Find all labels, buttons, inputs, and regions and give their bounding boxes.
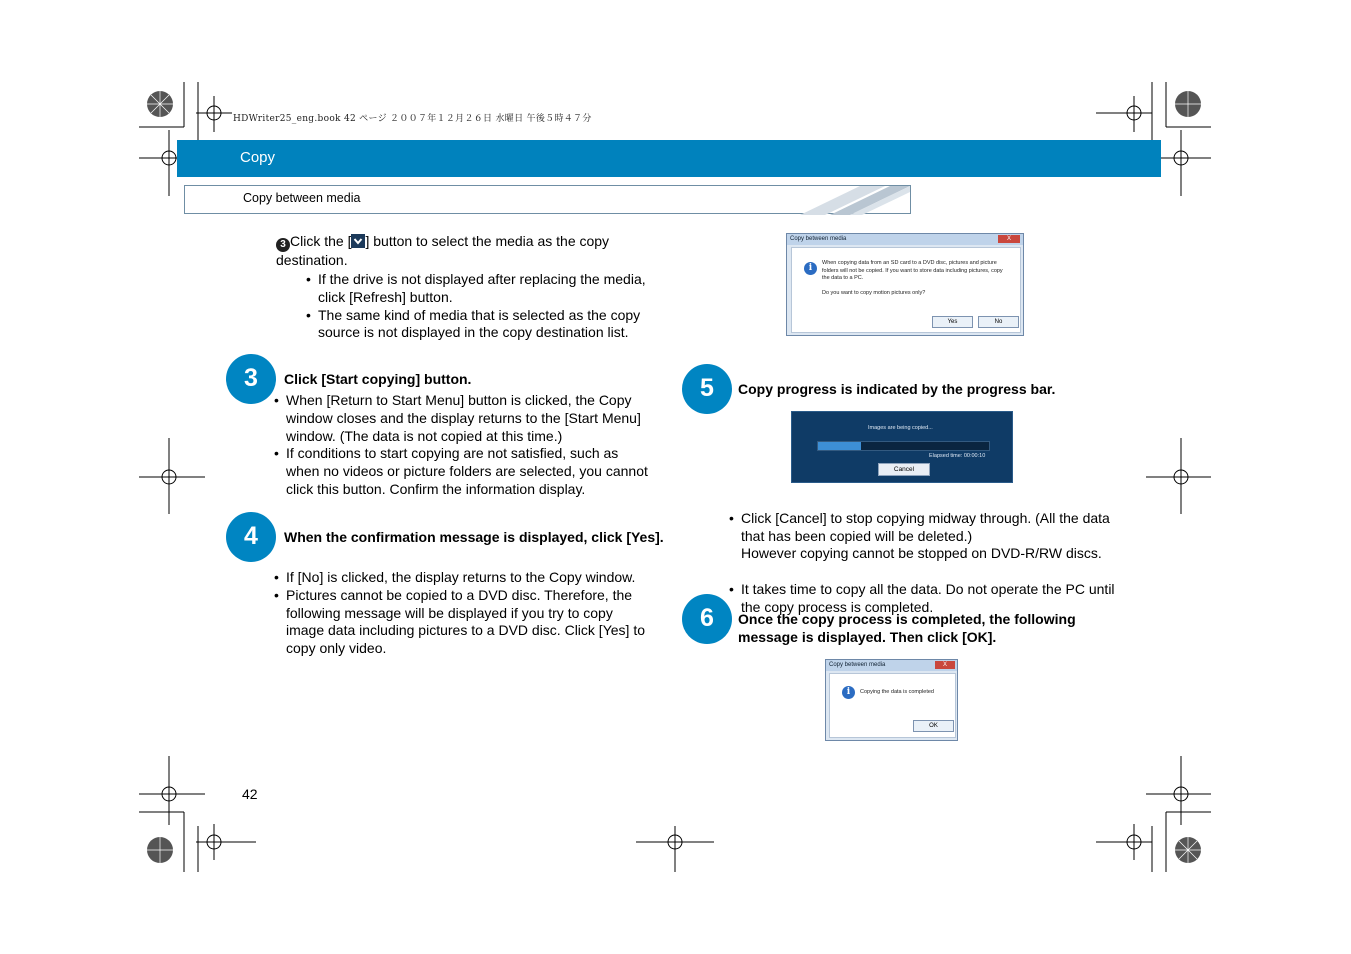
step-heading: When the confirmation message is displayed, click [Yes]. bbox=[284, 529, 664, 545]
dialog-question: Do you want to copy motion pictures only? bbox=[822, 290, 926, 296]
chapter-header bbox=[177, 140, 1161, 177]
intro-text-after: ] button to select the media as the copy destination. bbox=[276, 233, 610, 268]
crop-mark-text: HDWriter25_eng.book 42 ページ ２００７年１２月２６日 水曜日 午後５時４７分 bbox=[233, 114, 592, 124]
dialog-title: Copy between media bbox=[787, 234, 1023, 245]
step-heading: Once the copy process is completed, the following message is displayed. Then click [OK]. bbox=[738, 611, 1076, 645]
list-item: • It takes time to copy all the data. Do not operate the PC until the copy process is completed. bbox=[729, 581, 1119, 617]
cancel-button[interactable]: Cancel bbox=[878, 463, 930, 476]
circled-number: 3 bbox=[276, 238, 290, 252]
list-item: • The same kind of media that is selected as the copy source is not displayed in the copy destination list. bbox=[306, 307, 656, 343]
info-icon: i bbox=[842, 686, 855, 699]
list-item: • If conditions to start copying are not satisfied, such as when no videos or picture folders are selected, you cannot click this button. Confirm the information display. bbox=[274, 445, 654, 498]
page-number: 42 bbox=[242, 786, 258, 802]
step-heading: Copy progress is indicated by the progress bar. bbox=[738, 381, 1056, 397]
step-number: 4 bbox=[226, 512, 276, 562]
dialog-message: Copying the data is completed bbox=[860, 689, 934, 695]
list-item: • If the drive is not displayed after replacing the media, click [Refresh] button. bbox=[306, 271, 656, 307]
close-icon[interactable]: X bbox=[998, 235, 1020, 243]
confirm-dialog bbox=[786, 233, 1024, 336]
list-item: • If [No] is clicked, the display returns to the Copy window. bbox=[274, 569, 654, 587]
ok-button[interactable]: OK bbox=[913, 720, 954, 732]
list-item: • When [Return to Start Menu] button is clicked, the Copy window closes and the display returns to the [Start Menu] window. (The data is not copied at this time.) bbox=[274, 392, 654, 445]
dialog-title: Copy between media bbox=[826, 660, 957, 671]
elapsed-time: Elapsed time: 00:00:10 bbox=[929, 453, 986, 459]
yes-button[interactable]: Yes bbox=[932, 316, 973, 328]
progress-fill bbox=[818, 442, 861, 450]
complete-dialog bbox=[825, 659, 958, 741]
section-title: Copy between media bbox=[243, 191, 361, 205]
step-bullets bbox=[274, 392, 654, 499]
step-number: 6 bbox=[682, 594, 732, 644]
list-item: • Pictures cannot be copied to a DVD disc. Therefore, the following message will be displayed if you try to copy image data including pictures to a DVD disc. Click [Yes] to copy only video. bbox=[274, 587, 654, 658]
dialog-body bbox=[829, 673, 956, 738]
intro-instruction bbox=[276, 233, 661, 270]
section-header bbox=[184, 185, 911, 214]
progress-bar bbox=[817, 441, 990, 451]
step-bullets bbox=[274, 569, 654, 658]
progress-dialog bbox=[791, 411, 1013, 483]
no-button[interactable]: No bbox=[978, 316, 1019, 328]
chapter-title: Copy bbox=[240, 149, 276, 166]
close-icon[interactable]: X bbox=[935, 661, 955, 669]
progress-status: Images are being copied... bbox=[868, 425, 933, 431]
intro-bullets bbox=[306, 271, 656, 342]
step-number: 3 bbox=[226, 354, 276, 404]
chevron-down-icon bbox=[351, 234, 365, 248]
intro-text-before: Click the [ bbox=[290, 233, 352, 249]
step-heading: Click [Start copying] button. bbox=[284, 371, 472, 387]
list-item: • Click [Cancel] to stop copying midway through. (All the data that has been copied will be deleted.) However copying cannot be stopped on DVD-R/RW discs. bbox=[729, 510, 1119, 563]
dialog-message: When copying data from an SD card to a DVD disc, pictures and picture folders will not be copied. If you want to store data including pictures, copy the data to a PC. bbox=[822, 260, 1003, 281]
step-number: 5 bbox=[682, 364, 732, 414]
info-icon: i bbox=[804, 262, 817, 275]
dialog-body bbox=[791, 247, 1021, 333]
stripe-decoration bbox=[800, 186, 910, 215]
